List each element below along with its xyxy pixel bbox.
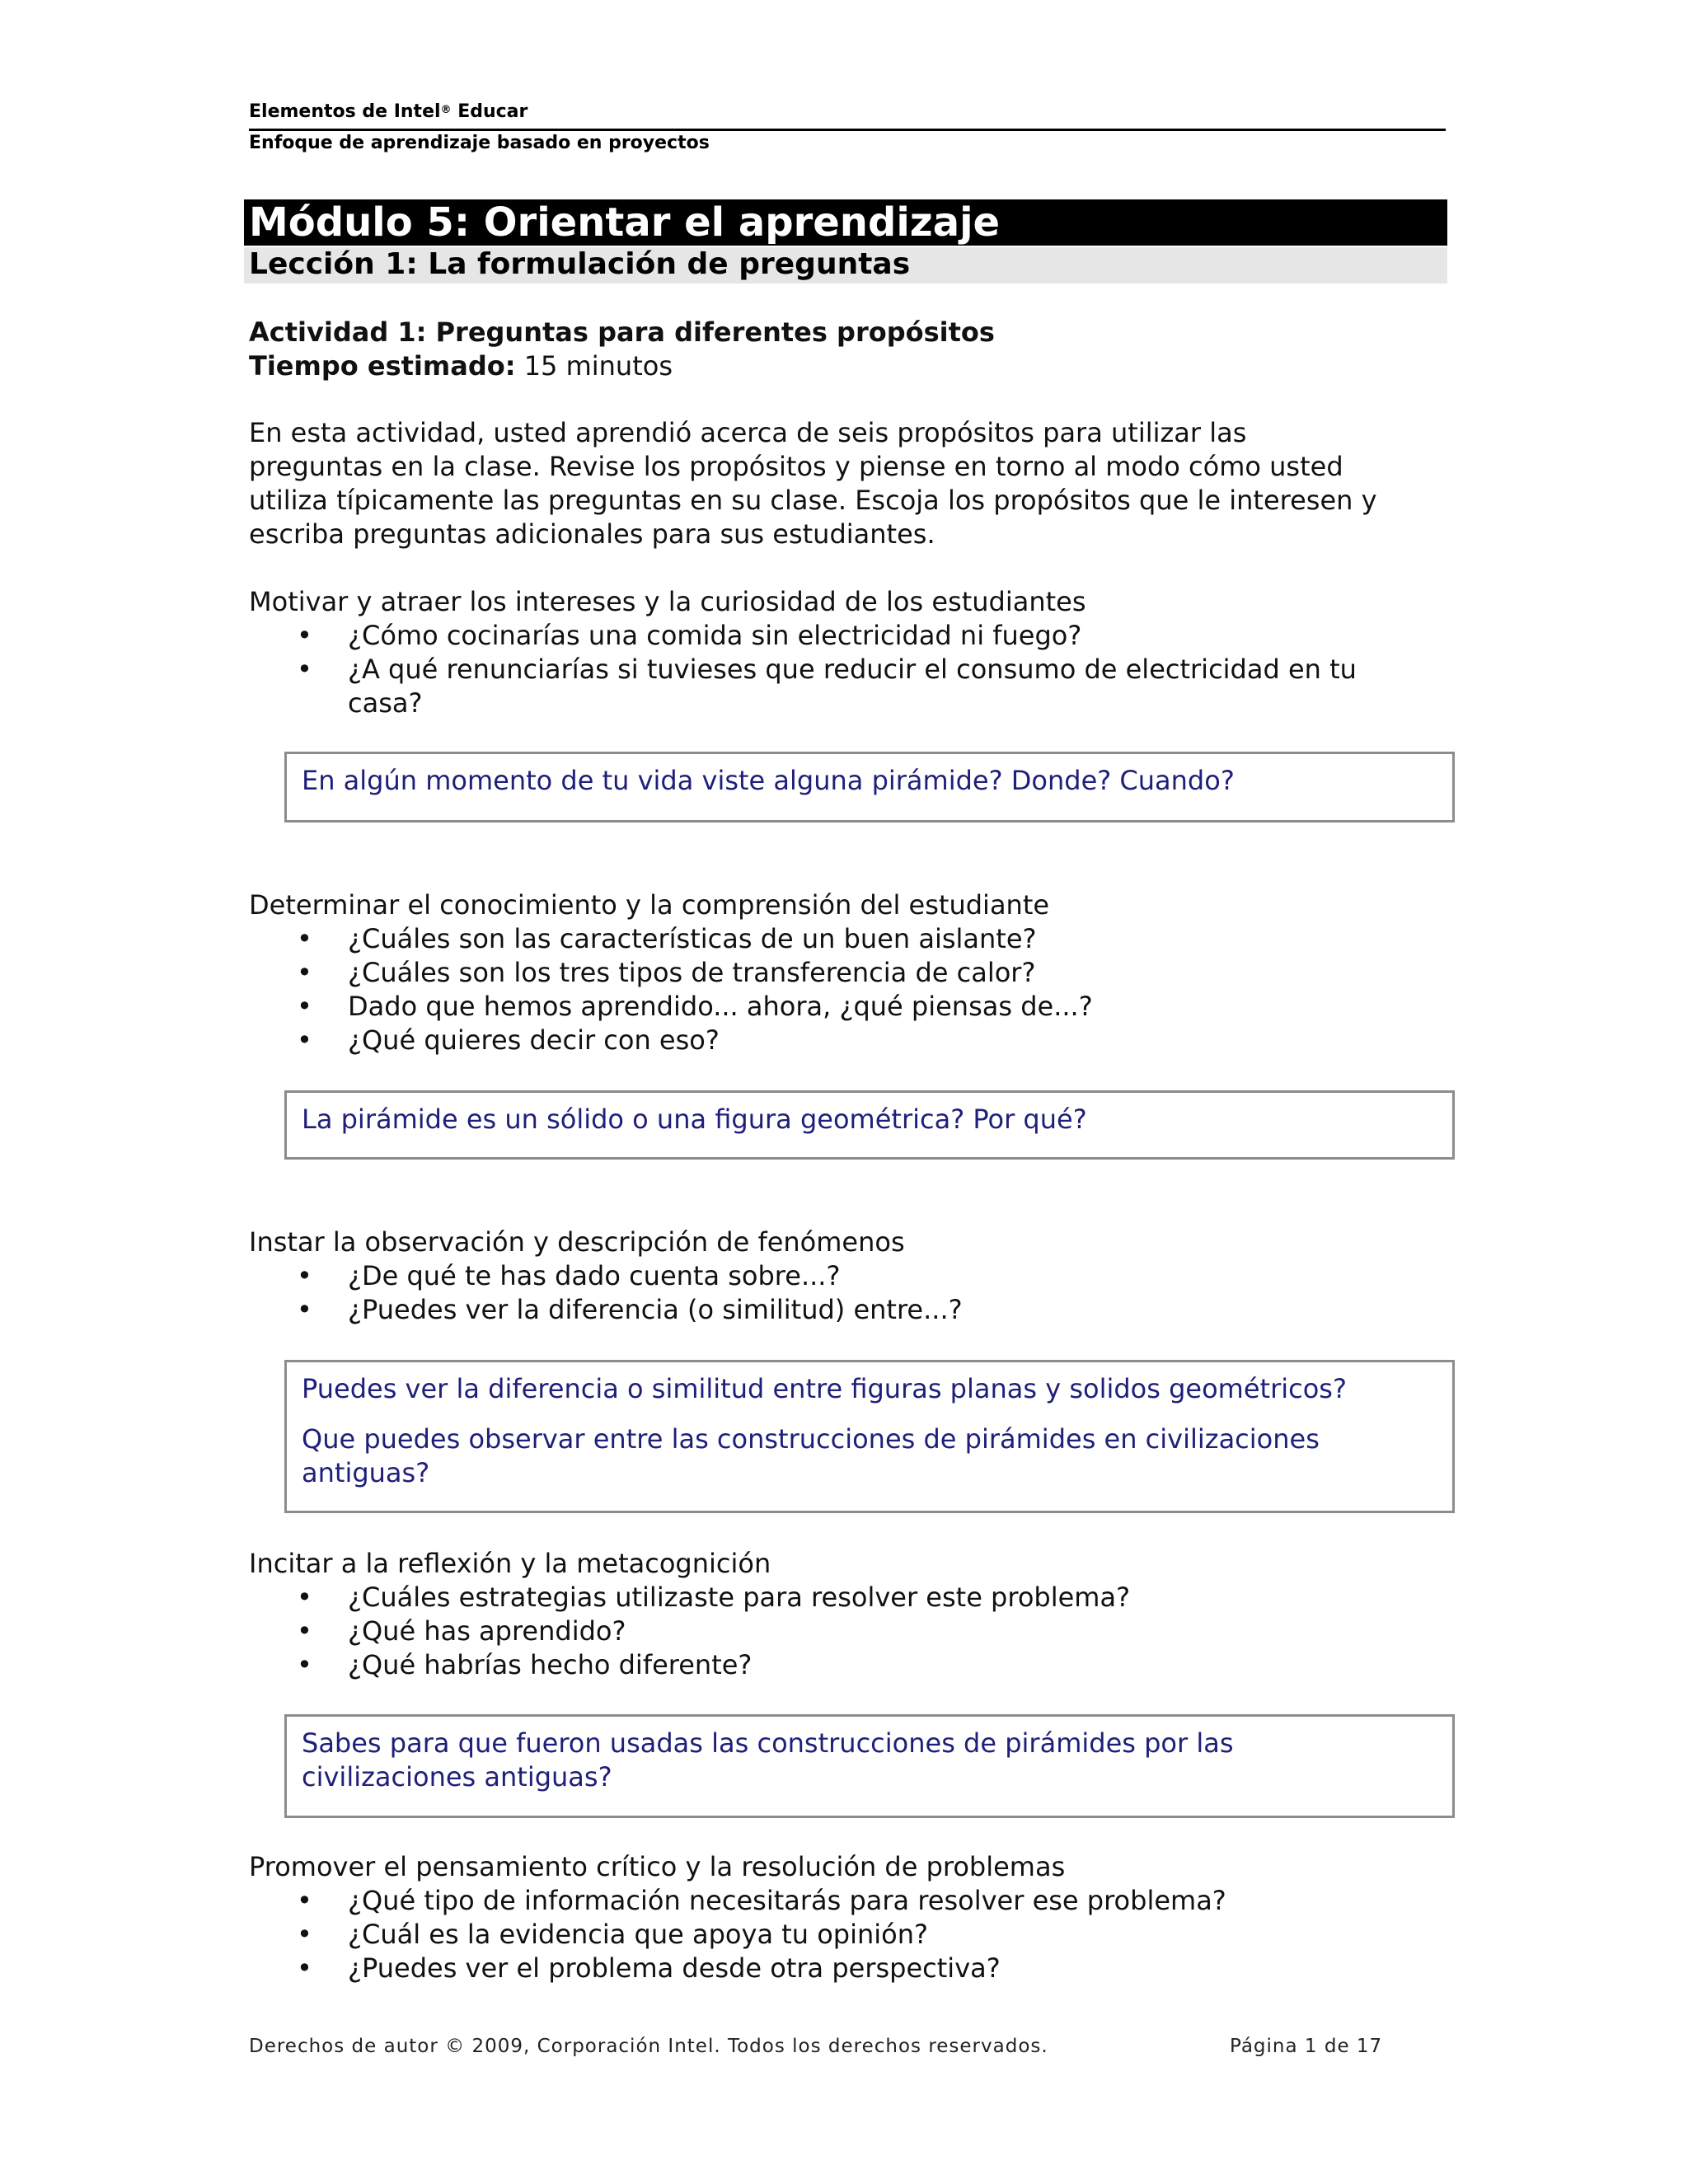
intro-line: escriba preguntas adicionales para sus estudiantes. — [249, 518, 935, 550]
answer-text: antiguas? — [302, 1457, 430, 1488]
time-label: Tiempo estimado: — [249, 350, 516, 382]
list-item: • ¿Qué has aprendido? — [297, 1615, 626, 1647]
answer-box-determinar[interactable] — [284, 1090, 1455, 1160]
answer-box-incitar[interactable] — [284, 1714, 1455, 1818]
section-heading-instar: Instar la observación y descripción de fenómenos — [249, 1226, 905, 1258]
lesson-title: Lección 1: La formulación de preguntas — [244, 247, 1447, 284]
section-heading-incitar: Incitar a la reflexión y la metacognición — [249, 1548, 771, 1579]
answer-text: En algún momento de tu vida viste alguna pirámide? Donde? Cuando? — [302, 765, 1235, 796]
intro-paragraph — [249, 416, 1452, 551]
intro-line: utiliza típicamente las preguntas en su clase. Escoja los propósitos que le interesen y — [249, 485, 1377, 516]
list-item: • ¿Puedes ver el problema desde otra perspectiva? — [297, 1952, 1001, 1984]
section-list-instar — [249, 1259, 963, 1327]
list-item: • ¿Cómo cocinarías una comida sin electricidad ni fuego? — [297, 620, 1082, 651]
section-list-determinar — [249, 922, 1093, 1057]
footer-page-number: Página 1 de 17 — [1230, 2036, 1383, 2057]
list-item: • Dado que hemos aprendido... ahora, ¿qué piensas de...? — [297, 991, 1093, 1022]
answer-text: Sabes para que fueron usadas las construcciones de pirámides por las — [302, 1727, 1234, 1759]
list-item: • ¿A qué renunciarías si tuvieses que reducir el consumo de electricidad en tu casa? — [297, 654, 1357, 719]
activity-time — [249, 349, 673, 383]
answer-box-motivar[interactable] — [284, 752, 1455, 823]
section-list-motivar — [249, 619, 1357, 720]
registered-mark: ® — [440, 104, 452, 116]
section-heading-promover: Promover el pensamiento crítico y la resolución de problemas — [249, 1851, 1066, 1882]
list-item: • ¿Cuáles son las características de un buen aislante? — [297, 923, 1037, 954]
module-title: Módulo 5: Orientar el aprendizaje — [244, 199, 1447, 246]
section-list-promover — [249, 1884, 1226, 1985]
section-heading-determinar: Determinar el conocimiento y la comprensión del estudiante — [249, 889, 1050, 921]
answer-text: civilizaciones antiguas? — [302, 1761, 612, 1793]
list-item: • ¿Qué habrías hecho diferente? — [297, 1649, 753, 1680]
activity-title: Actividad 1: Preguntas para diferentes propósitos — [249, 316, 995, 348]
list-item: • ¿Cuál es la evidencia que apoya tu opinión? — [297, 1919, 929, 1950]
intro-line: preguntas en la clase. Revise los propósitos y piense en torno al modo cómo usted — [249, 451, 1343, 482]
answer-text: Que puedes observar entre las construcciones de pirámides en civilizaciones — [302, 1423, 1320, 1455]
list-item: • ¿Qué quieres decir con eso? — [297, 1024, 720, 1056]
time-value: 15 minutos — [515, 350, 673, 382]
list-item: • ¿De qué te has dado cuenta sobre...? — [297, 1260, 841, 1291]
section-heading-motivar: Motivar y atraer los intereses y la curiosidad de los estudiantes — [249, 586, 1086, 617]
answer-box-instar[interactable] — [284, 1360, 1455, 1513]
answer-text: Puedes ver la diferencia o similitud entre figuras planas y solidos geométricos? — [302, 1373, 1347, 1404]
list-item: • ¿Qué tipo de información necesitarás para resolver ese problema? — [297, 1885, 1226, 1916]
list-item: • ¿Puedes ver la diferencia (o similitud) entre...? — [297, 1294, 963, 1325]
list-item: • ¿Cuáles estrategias utilizaste para resolver este problema? — [297, 1582, 1131, 1613]
running-header-subtitle: Enfoque de aprendizaje basado en proyectos — [249, 133, 710, 153]
section-list-incitar — [249, 1581, 1130, 1682]
footer-copyright: Derechos de autor © 2009, Corporación Intel. Todos los derechos reservados. — [249, 2036, 1048, 2057]
intro-line: En esta actividad, usted aprendió acerca de seis propósitos para utilizar las — [249, 417, 1247, 448]
list-item: • ¿Cuáles son los tres tipos de transferencia de calor? — [297, 957, 1036, 988]
running-header-title: Elementos de Intel® Educar — [249, 99, 1446, 131]
answer-text: La pirámide es un sólido o una figura geométrica? Por qué? — [302, 1104, 1087, 1135]
